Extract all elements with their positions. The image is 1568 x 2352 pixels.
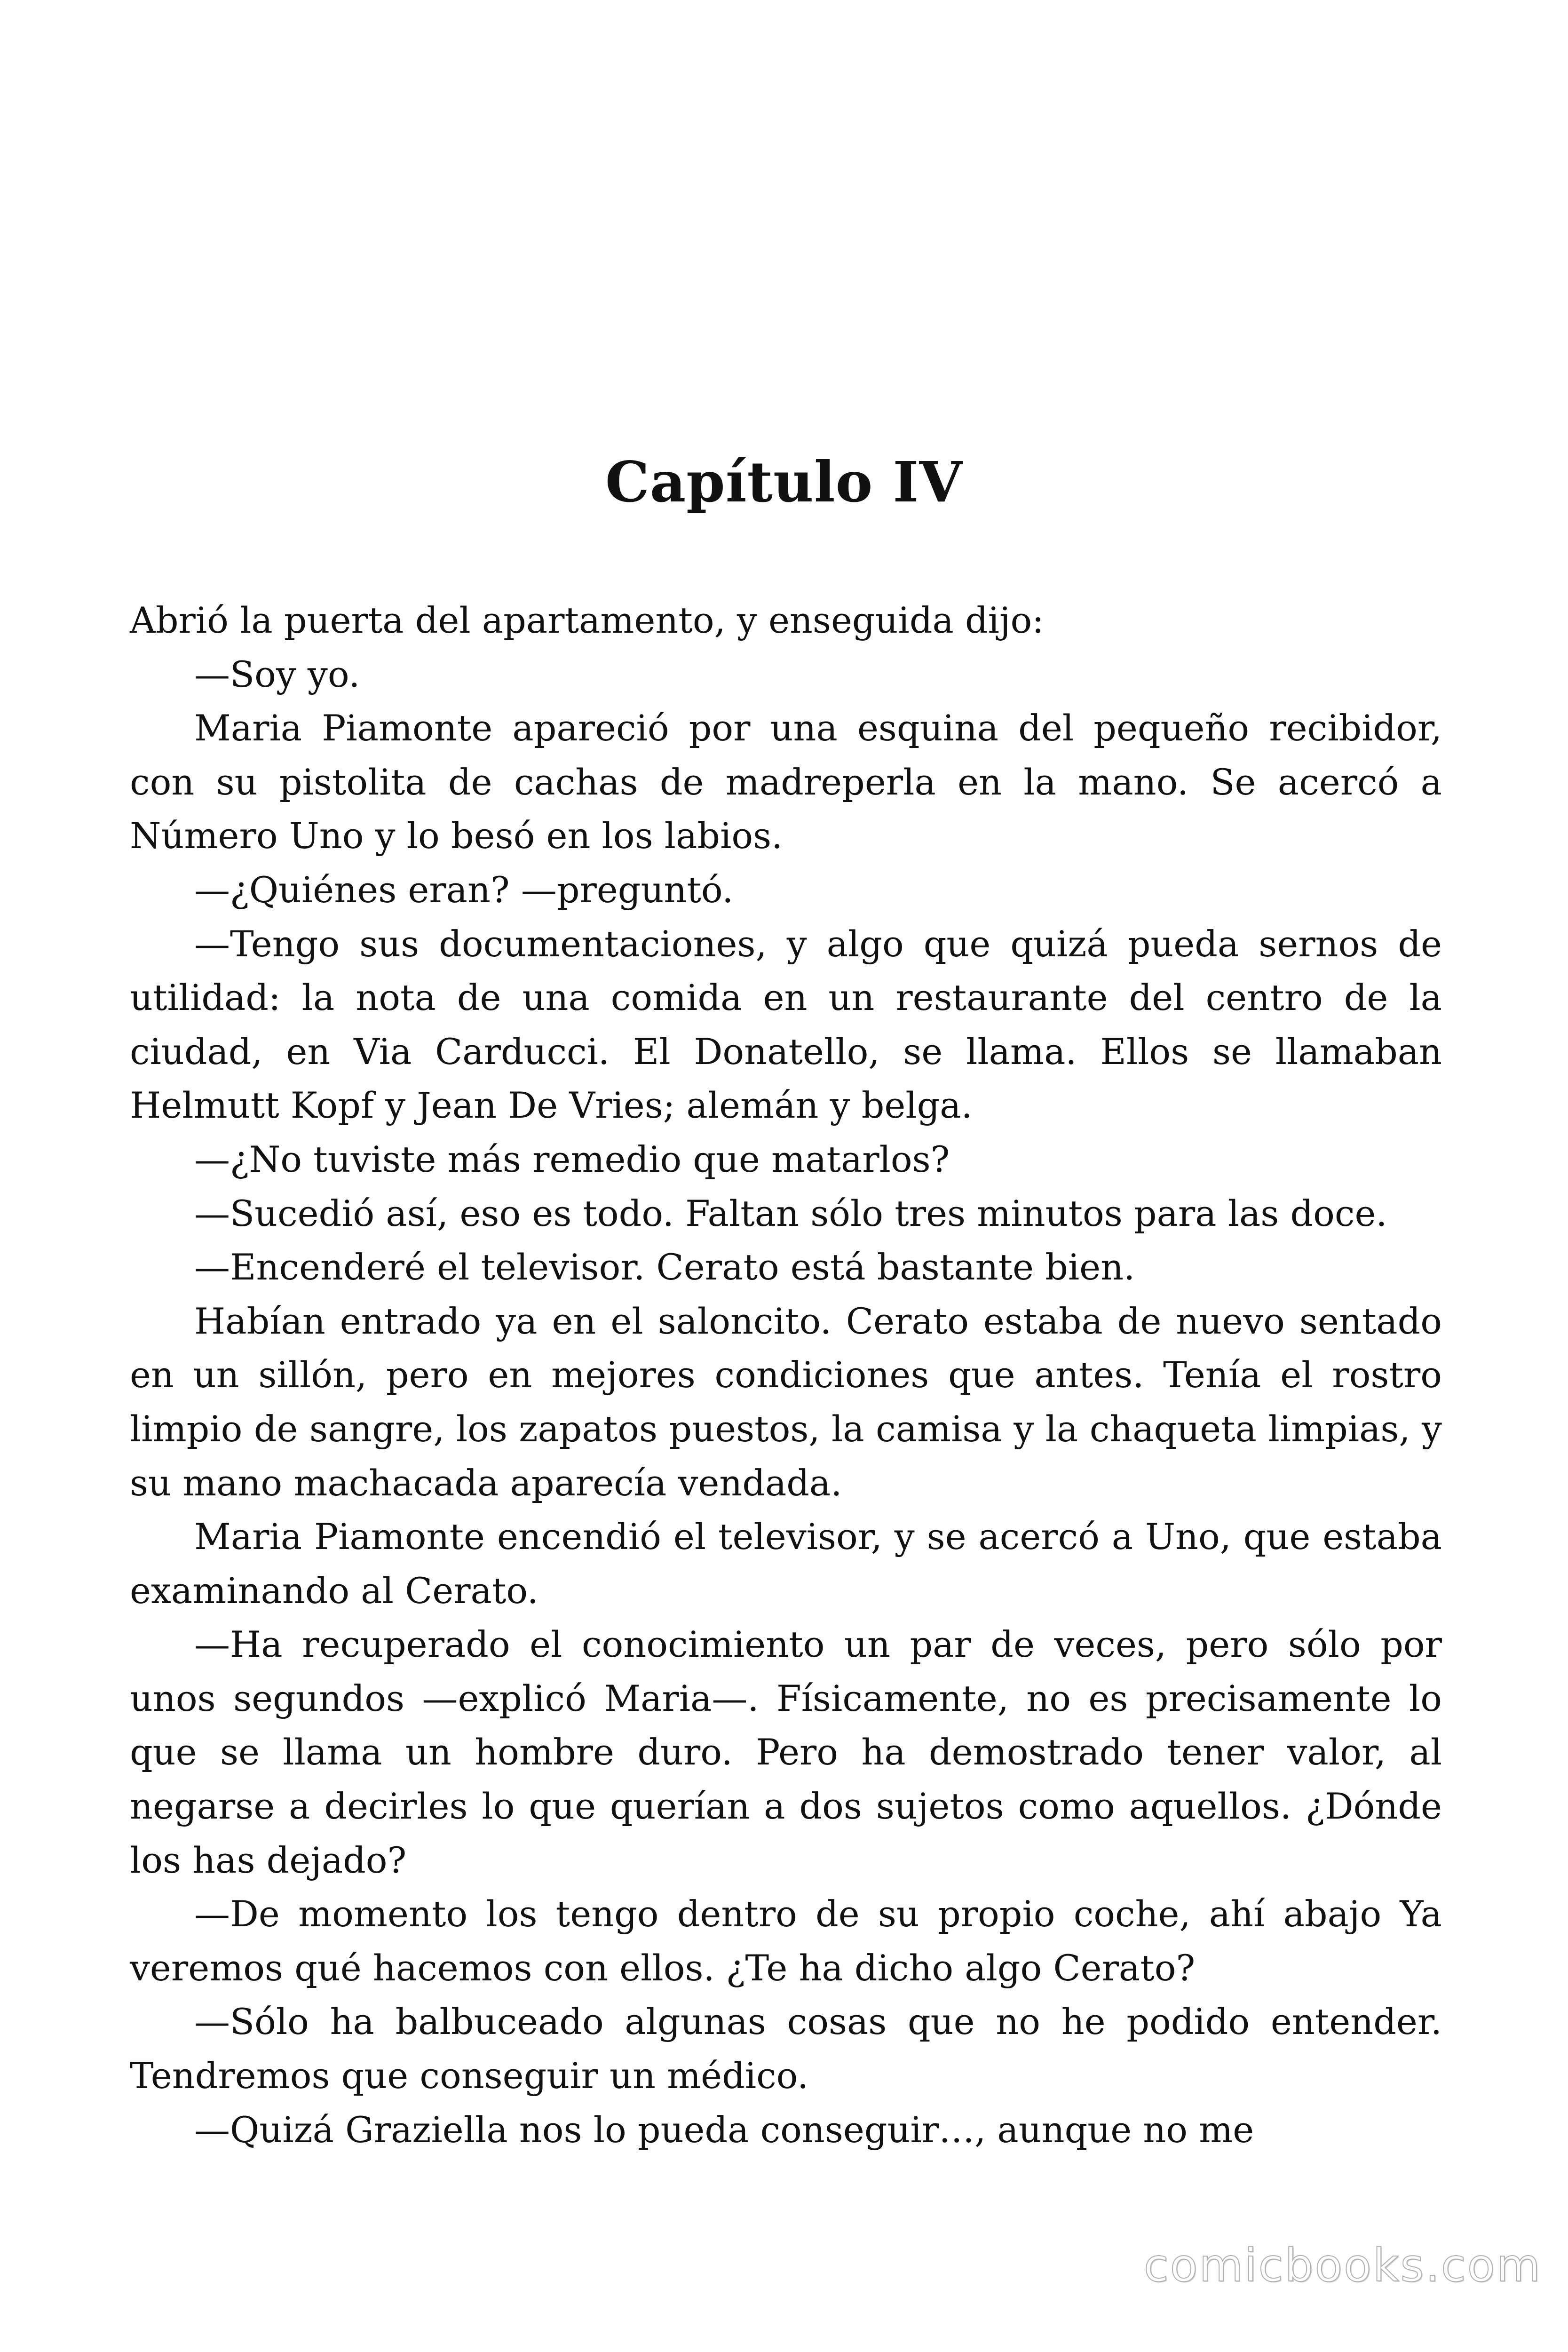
paragraph: —¿Quiénes eran? —preguntó. <box>194 868 734 911</box>
paragraph: —De momento los tengo dentro de su propio coche, ahí abajo Ya veremos qué hacemos con ellos. ¿Te ha dicho algo Cerato? <box>130 1893 1442 1989</box>
chapter-title: Capítulo IV <box>605 449 963 515</box>
paragraph: Maria Piamonte encendió el televisor, y se acercó a Uno, que estaba examinando al Cerato. <box>130 1516 1442 1612</box>
paragraph: —Encenderé el televisor. Cerato está bastante bien. <box>194 1246 1135 1288</box>
paragraph: Maria Piamonte apareció por una esquina del pequeño recibidor, con su pistolita de cachas de madreperla en la mano. Se acercó a Número Uno y lo besó en los labios. <box>130 707 1442 857</box>
paragraph: —Soy yo. <box>194 653 360 695</box>
watermark: comicbooks.com <box>1143 2239 1542 2292</box>
paragraph: —Sucedió así, eso es todo. Faltan sólo tres minutos para las doce. <box>194 1192 1387 1234</box>
paragraph: —¿No tuviste más remedio que matarlos? <box>194 1138 950 1180</box>
paragraph: —Tengo sus documentaciones, y algo que quizá pueda sernos de utilidad: la nota de una comida en un restaurante del centro de la ciudad, en Via Carducci. El Donatello, se llama. Ellos se llamaban Helmutt Kopf y Jean De Vries; alemán y belga. <box>130 922 1442 1127</box>
chapter-body <box>130 594 1442 2157</box>
paragraph: Abrió la puerta del apartamento, y enseguida dijo: <box>130 599 1044 641</box>
paragraph: Habían entrado ya en el saloncito. Cerato estaba de nuevo sentado en un sillón, pero en mejores condiciones que antes. Tenía el rostro limpio de sangre, los zapatos puestos, la camisa y la chaqueta limpias, y su mano machacada aparecía vendada. <box>130 1300 1442 1504</box>
paragraph: —Ha recuperado el conocimiento un par de veces, pero sólo por unos segundos —explicó Maria—. Físicamente, no es precisamente lo que se llama un hombre duro. Pero ha demostrado tener valor, al negarse a decirles lo que querían a dos sujetos como aquellos. ¿Dónde los has dejado? <box>130 1623 1442 1881</box>
paragraph: —Sólo ha balbuceado algunas cosas que no he podido entender. Tendremos que conseguir un médico. <box>130 2001 1442 2097</box>
paragraph: —Quizá Graziella nos lo pueda conseguir…, aunque no me <box>194 2108 1254 2151</box>
